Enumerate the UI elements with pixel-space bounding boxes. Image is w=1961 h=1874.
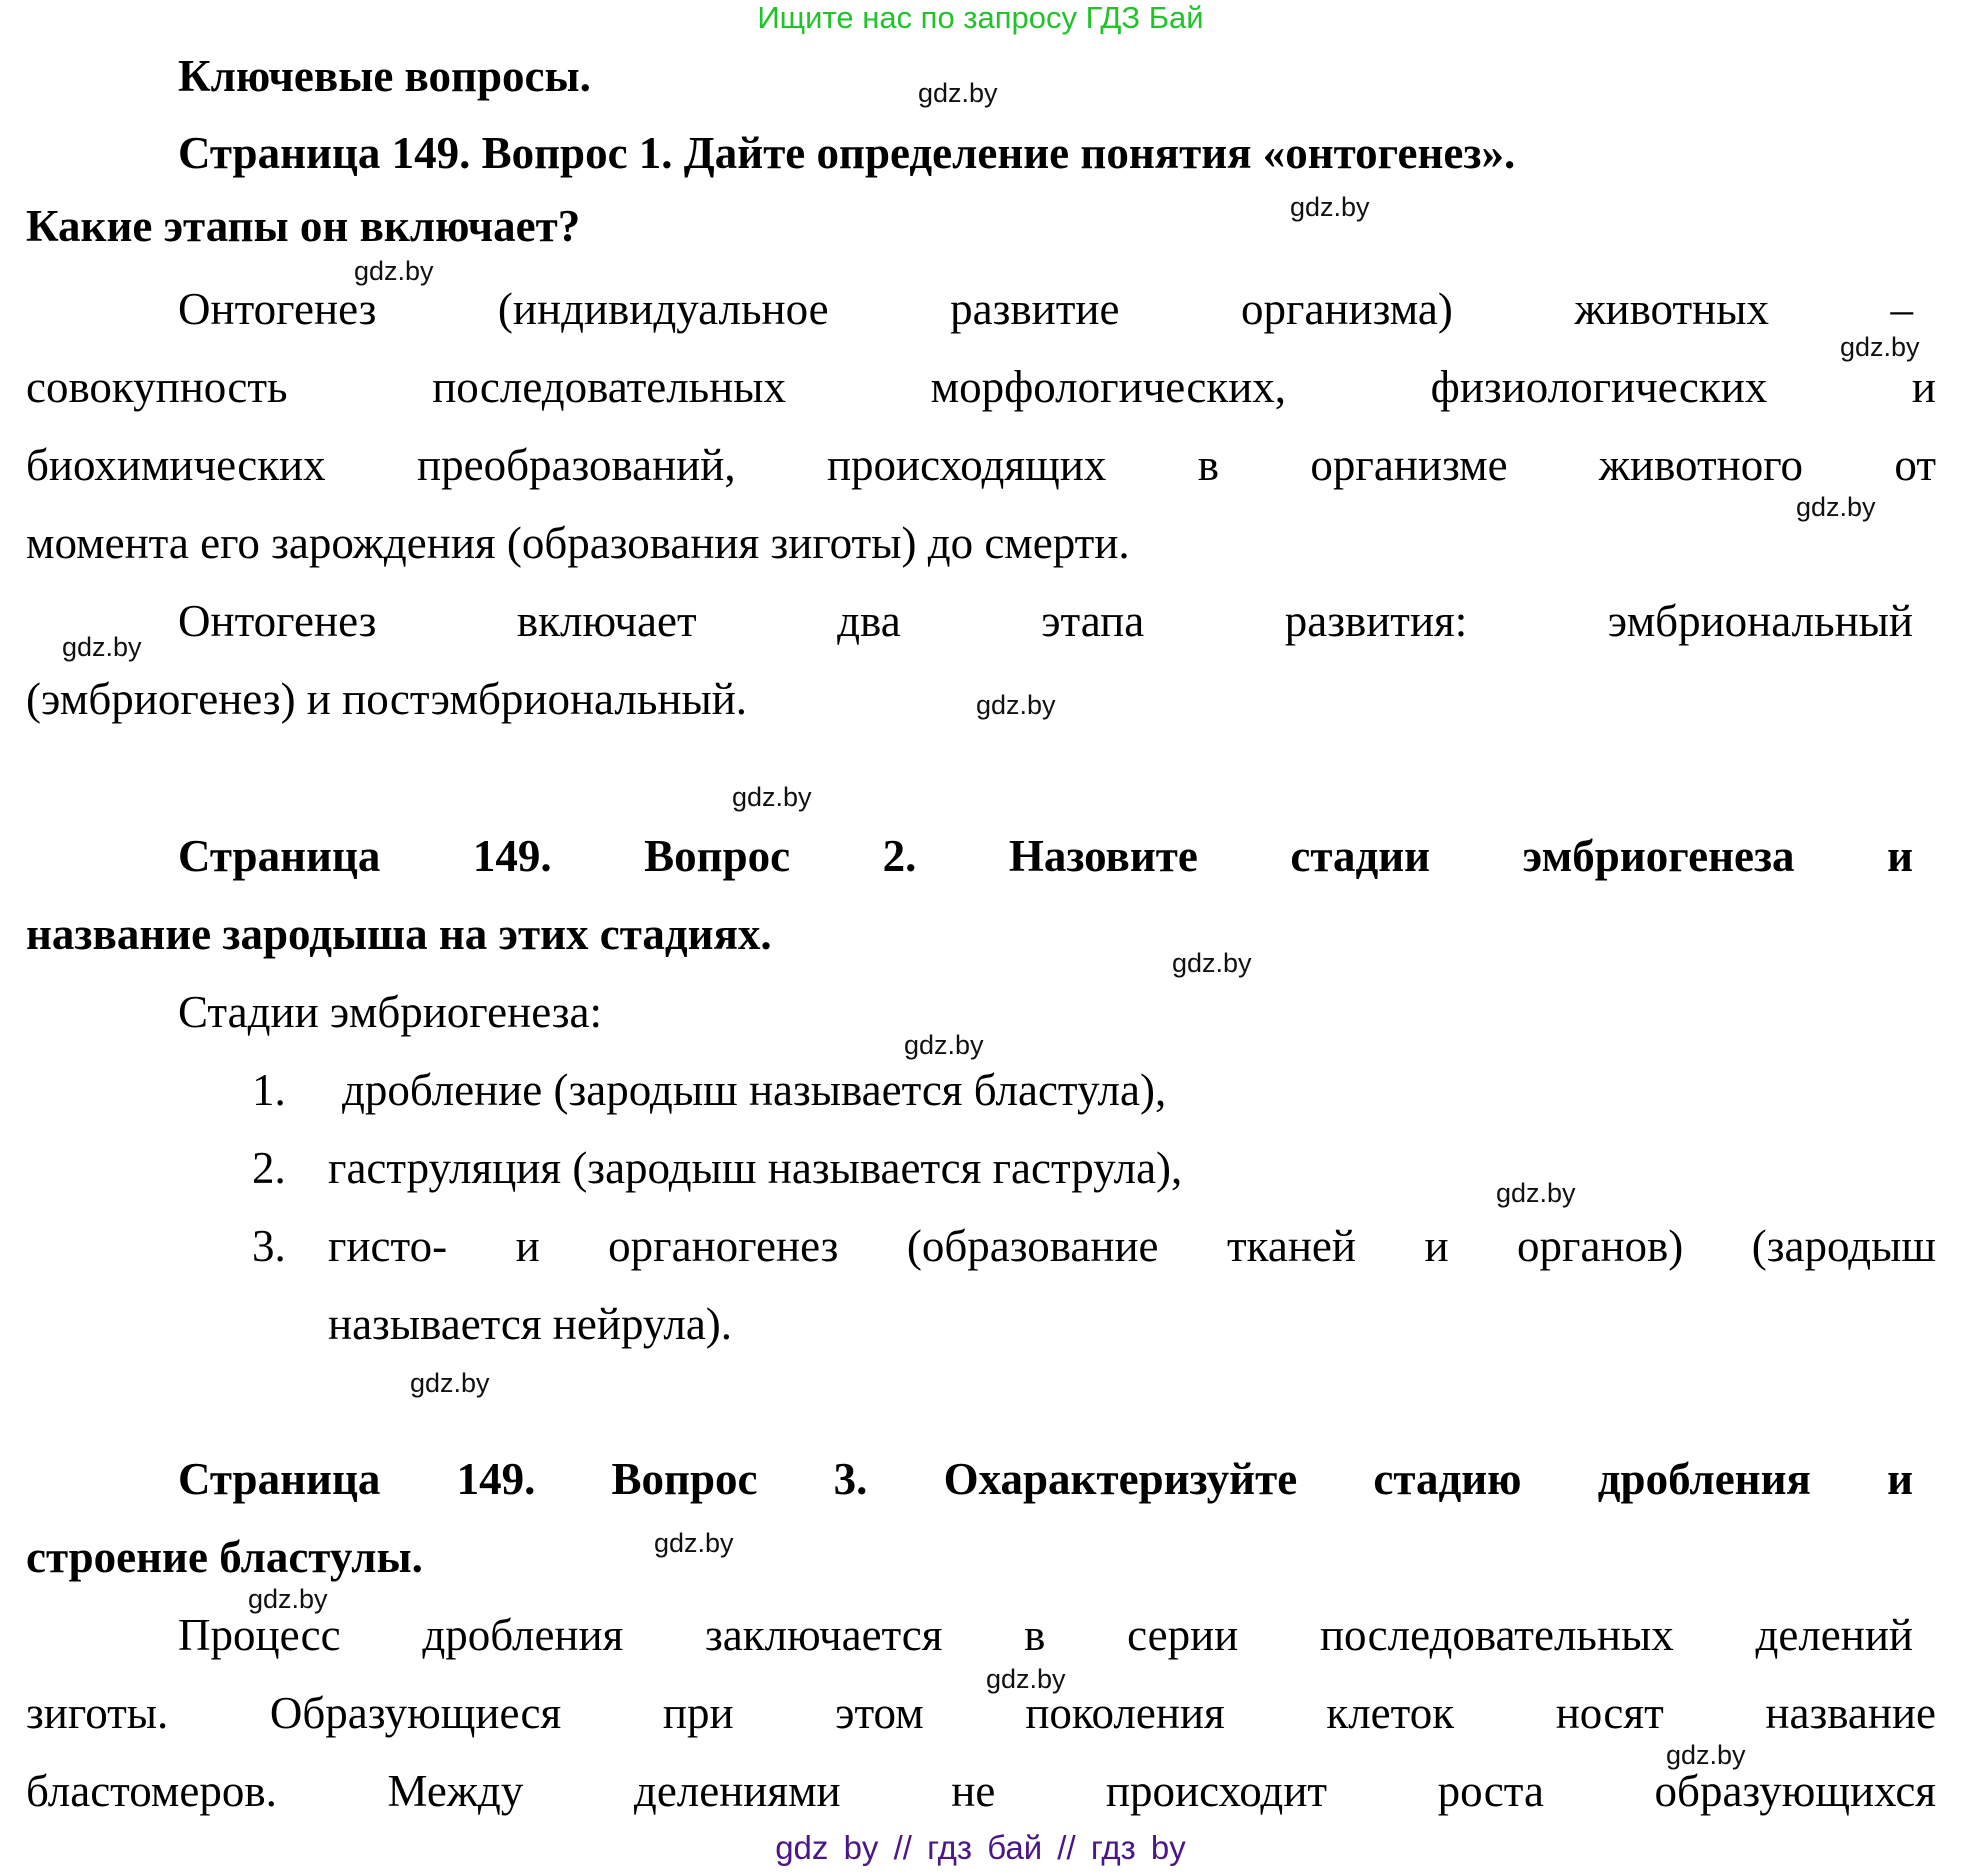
question-3-heading-cont: строение бластулы. bbox=[26, 1532, 423, 1582]
answer-1-paragraph-2-line: (эмбриогенез) и постэмбриональный. bbox=[26, 674, 748, 724]
answer-1-paragraph-1-line: совокупность последовательных морфологических, физиологических и bbox=[26, 362, 1936, 412]
watermark: gdz.by bbox=[976, 690, 1056, 720]
question-1-heading-cont: Какие этапы он включает? bbox=[26, 201, 581, 251]
watermark: gdz.by bbox=[1796, 492, 1876, 522]
watermark: gdz.by bbox=[62, 632, 142, 662]
watermark: gdz.by bbox=[1290, 192, 1370, 222]
question-3-heading: Страница 149. Вопрос 3. Охарактеризуйте стадию дробления и bbox=[178, 1454, 1913, 1504]
answer-3-paragraph-line: бластомеров. Между делениями не происходит роста образующихся bbox=[26, 1766, 1936, 1816]
list-item-number: 1. bbox=[252, 1065, 286, 1115]
list-item-number: 3. bbox=[252, 1221, 286, 1271]
stages-intro: Стадии эмбриогенеза: bbox=[178, 987, 602, 1037]
list-item-number: 2. bbox=[252, 1143, 286, 1193]
watermark: gdz.by bbox=[248, 1584, 328, 1614]
watermark: gdz.by bbox=[732, 782, 812, 812]
answer-3-paragraph-line: Процесс дробления заключается в серии последовательных делений bbox=[178, 1610, 1913, 1660]
watermark: gdz.by bbox=[1840, 332, 1920, 362]
watermark: gdz.by bbox=[1666, 1740, 1746, 1770]
answer-3-paragraph-line: зиготы. Образующиеся при этом поколения клеток носят название bbox=[26, 1688, 1936, 1738]
list-item-text: гаструляция (зародыш называется гаструла), bbox=[328, 1143, 1183, 1193]
watermark: gdz.by bbox=[1172, 948, 1252, 978]
answer-1-paragraph-1-line: биохимических преобразований, происходящих в организме животного от bbox=[26, 440, 1936, 490]
question-2-heading: Страница 149. Вопрос 2. Назовите стадии эмбриогенеза и bbox=[178, 831, 1913, 881]
list-item-text: дробление (зародыш называется бластула), bbox=[342, 1065, 1167, 1115]
watermark: gdz.by bbox=[904, 1030, 984, 1060]
list-item-text: гисто- и органогенез (образование тканей и органов) (зародыш bbox=[328, 1221, 1936, 1271]
question-2-heading-cont: название зародыша на этих стадиях. bbox=[26, 909, 772, 959]
watermark: gdz.by bbox=[354, 256, 434, 286]
watermark: gdz.by bbox=[654, 1528, 734, 1558]
watermark: gdz.by bbox=[986, 1664, 1066, 1694]
watermark: gdz.by bbox=[1496, 1178, 1576, 1208]
watermark: gdz.by bbox=[918, 78, 998, 108]
section-title: Ключевые вопросы. bbox=[178, 51, 591, 101]
question-1-heading: Страница 149. Вопрос 1. Дайте определение понятия «онтогенез». bbox=[178, 128, 1516, 178]
list-item-text-cont: называется нейрула). bbox=[328, 1299, 733, 1349]
answer-1-paragraph-1-line: момента его зарождения (образования зиготы) до смерти. bbox=[26, 518, 1130, 568]
search-banner: Ищите нас по запросу ГДЗ Бай bbox=[757, 0, 1204, 35]
answer-1-paragraph-1-line: Онтогенез (индивидуальное развитие организма) животных – bbox=[178, 284, 1913, 334]
footer-watermark: gdz by // гдз бай // гдз by bbox=[775, 1829, 1186, 1866]
watermark: gdz.by bbox=[410, 1368, 490, 1398]
answer-1-paragraph-2-line: Онтогенез включает два этапа развития: эмбриональный bbox=[178, 596, 1913, 646]
